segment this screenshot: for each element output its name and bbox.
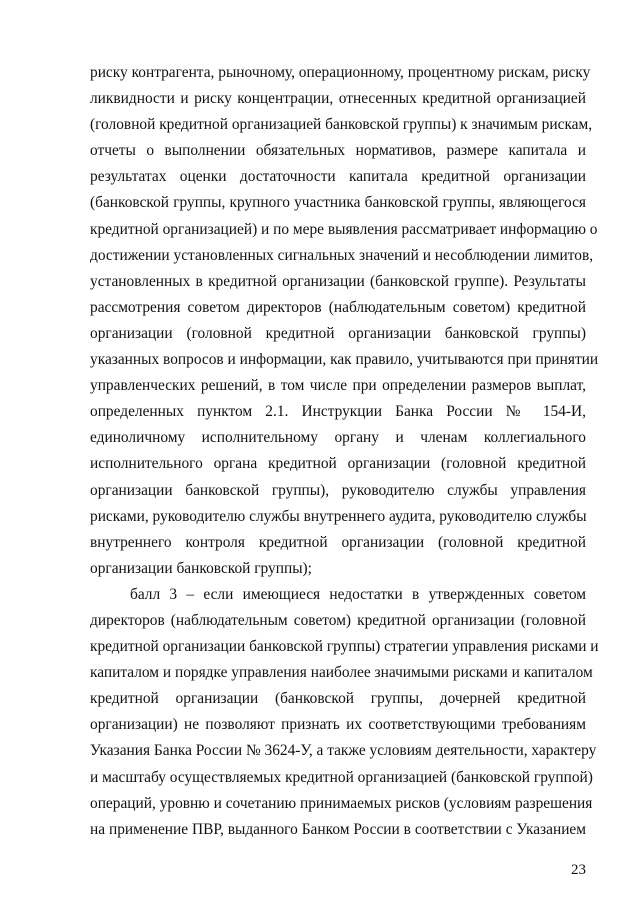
text-line: капиталом и порядке управления наиболее значимыми рисками и капиталом: [90, 664, 593, 682]
text-line: организации (головной кредитной организации банковской группы): [90, 324, 586, 342]
text-line: результатах оценки достаточности капитала кредитной организации: [90, 168, 586, 186]
text-line: указанных вопросов и информации, как правило, учитываются при принятии: [90, 351, 599, 369]
text-line: организации) не позволяют признать их соответствующими требованиям: [90, 716, 586, 734]
text-line: директоров (наблюдательным советом) кредитной организации (головной: [90, 611, 586, 629]
text-line: риску контрагента, рыночному, операционному, процентному рискам, риску: [90, 64, 591, 81]
body-text: [90, 60, 599, 843]
paragraph-start-line: балл 3 – если имеющиеся недостатки в утвержденных советом: [130, 585, 586, 603]
paragraph-end-line: организации банковской группы);: [90, 559, 312, 577]
text-line: достижении установленных сигнальных значений и несоблюдении лимитов,: [90, 246, 594, 264]
text-line: операций, уровню и сочетанию принимаемых рисков (условиям разрешения: [90, 794, 593, 812]
page-number: 23: [571, 862, 586, 878]
text-line: кредитной организации (банковской группы, дочерней кредитной: [90, 690, 586, 708]
text-line: организации банковской группы), руководителю службы управления: [90, 481, 586, 499]
text-line: отчеты о выполнении обязательных нормативов, размере капитала и: [90, 142, 586, 160]
text-line: кредитной организации банковской группы) стратегии управления рисками и: [90, 638, 599, 656]
text-line: единоличному исполнительному органу и членам коллегиального: [90, 429, 586, 447]
text-line: на применение ПВР, выданного Банком России в соответствии с Указанием: [90, 820, 586, 838]
text-line: кредитной организацией) и по мере выявления рассматривает информацию о: [90, 220, 598, 238]
text-line: (головной кредитной организацией банковской группы) к значимым рискам,: [90, 116, 593, 134]
text-line: ликвидности и риску концентрации, отнесенных кредитной организацией: [90, 90, 586, 108]
text-line: рисками, руководителю службы внутреннего аудита, руководителю службы: [90, 507, 587, 525]
text-line: Указания Банка России № 3624-У, а также условиям деятельности, характеру: [90, 742, 597, 760]
text-line: определенных пунктом 2.1. Инструкции Банка России № 154-И,: [90, 403, 586, 421]
text-line: и масштабу осуществляемых кредитной организацией (банковской группой): [90, 768, 593, 786]
text-line: рассмотрения советом директоров (наблюдательным советом) кредитной: [90, 298, 586, 316]
text-line: исполнительного органа кредитной организации (головной кредитной: [90, 455, 586, 473]
text-line: установленных в кредитной организации (банковской группе). Результаты: [90, 272, 586, 290]
text-line: управленческих решений, в том числе при определении размеров выплат,: [90, 377, 586, 395]
text-line: внутреннего контроля кредитной организации (головной кредитной: [90, 533, 586, 551]
text-line: (банковской группы, крупного участника банковской группы, являющегося: [90, 194, 586, 212]
